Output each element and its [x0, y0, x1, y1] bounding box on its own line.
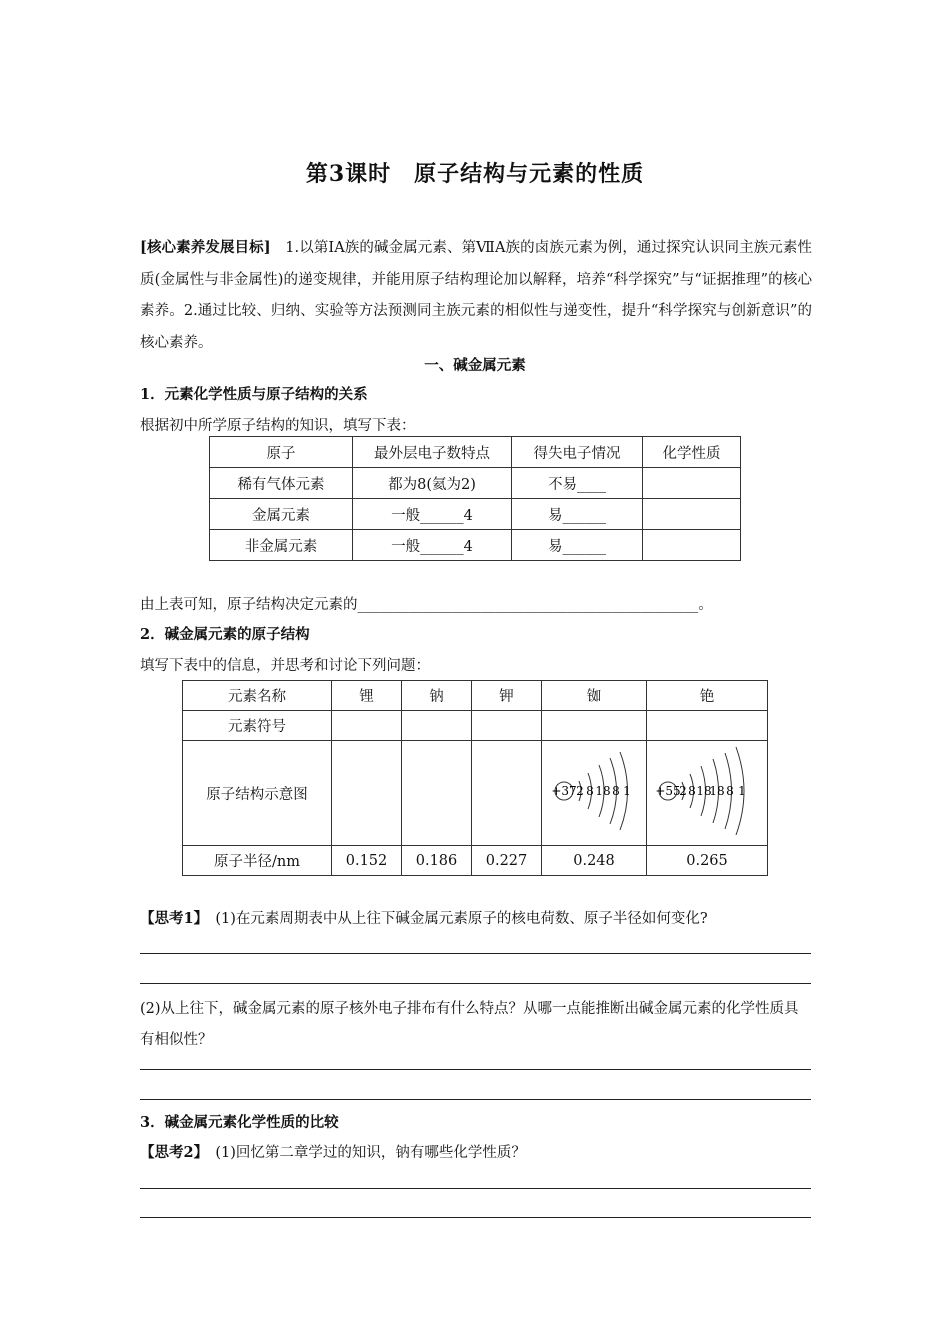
- rb-shell-count: 18: [595, 784, 611, 798]
- answer-line: [140, 1217, 811, 1218]
- conclusion-fill-in: 由上表可知，原子结构决定元素的_______________________________________________。: [140, 597, 713, 613]
- rb-shell-count: 2: [576, 784, 584, 798]
- core-goal-text: 1.以第ⅠA族的碱金属元素、第ⅦA族的卤族元素为例，通过探究认识同主族元素性质(金属性与非金属性)的递变规律，并能用原子结构理论加以解释，培养“科学探究”与“证据推理”的核心素养。2.通过比较、归纳、实验等方法预测同主族元素的相似性与递变性，提升“科学探究与创新意识”的核心素养。: [140, 240, 812, 351]
- cs-shell-count: 8: [688, 784, 696, 798]
- section-heading-alkali-metals: 一、碱金属元素: [424, 357, 526, 374]
- row-label: 原子半径/nm: [183, 846, 332, 876]
- think2-q1-text: (1)回忆第二章学过的知识，钠有哪些化学性质？: [200, 1145, 526, 1161]
- table-cell: [332, 711, 402, 741]
- table-cell: [472, 741, 542, 846]
- rb-atom-diagram: [544, 741, 644, 841]
- cs-nucleus-label: +55: [655, 784, 681, 798]
- table-row: [183, 846, 768, 876]
- element-name: 钾: [472, 681, 542, 711]
- table1-intro: 根据初中所学原子结构的知识，填写下表：: [140, 418, 416, 434]
- table1-header: 最外层电子数特点: [353, 437, 512, 468]
- table-row: [210, 437, 741, 468]
- core-goal-label: [核心素养发展目标]: [140, 239, 271, 256]
- subheading-alkali-structure: 2．碱金属元素的原子结构: [140, 626, 310, 643]
- table-cell: 都为8(氦为2): [353, 468, 512, 499]
- think1-question1: [140, 907, 812, 928]
- rb-nucleus-label: +37: [551, 784, 577, 798]
- element-name: 钠: [402, 681, 472, 711]
- table2-intro: 填写下表中的信息，并思考和讨论下列问题：: [140, 658, 430, 674]
- atom-properties-table: [209, 436, 741, 561]
- table-row: [210, 530, 741, 561]
- think2-question1: [140, 1141, 812, 1162]
- table1-header: 化学性质: [643, 437, 741, 468]
- table-cell: [643, 468, 741, 499]
- cs-shell-count: 2: [679, 784, 687, 798]
- page-title: 第3课时 原子结构与元素的性质: [305, 161, 645, 187]
- element-name: 铯: [647, 681, 768, 711]
- table-cell: 非金属元素: [210, 530, 353, 561]
- radius-value: 0.248: [542, 846, 647, 876]
- table-row: [183, 711, 768, 741]
- think1-question2: (2)从上往下，碱金属元素的原子核外电子排布有什么特点？从哪一点能推断出碱金属元素的化学性质具有相似性？: [140, 1001, 799, 1048]
- cs-shell-count: 18: [696, 784, 712, 798]
- subheading-structure-property: 1．元素化学性质与原子结构的关系: [140, 386, 368, 403]
- table-cell: [647, 711, 768, 741]
- answer-line: [140, 1099, 811, 1100]
- subheading-chemical-comparison: 3．碱金属元素化学性质的比较: [140, 1114, 339, 1131]
- radius-value: 0.227: [472, 846, 542, 876]
- rb-diagram-cell: [542, 741, 647, 846]
- element-name: 锂: [332, 681, 402, 711]
- think1-q1-text: (1)在元素周期表中从上往下碱金属元素原子的核电荷数、原子半径如何变化?: [200, 911, 708, 927]
- cs-shell-count: 18: [709, 784, 725, 798]
- answer-line: [140, 1069, 811, 1070]
- table1-header: 原子: [210, 437, 353, 468]
- table-row: [210, 468, 741, 499]
- row-label: 元素符号: [183, 711, 332, 741]
- table-cell: 稀有气体元素: [210, 468, 353, 499]
- rb-shell-count: 8: [612, 784, 620, 798]
- table-cell: [472, 711, 542, 741]
- table2-header: 元素名称: [183, 681, 332, 711]
- table-row: [183, 741, 768, 846]
- cs-shell-count: 8: [726, 784, 734, 798]
- table-cell: [643, 530, 741, 561]
- table-cell: [402, 741, 472, 846]
- table-cell: 易______: [512, 499, 643, 530]
- radius-value: 0.265: [647, 846, 768, 876]
- answer-line: [140, 983, 811, 984]
- table-cell: 易______: [512, 530, 643, 561]
- think2-label: 【思考2】: [140, 1144, 201, 1161]
- row-label: 原子结构示意图: [183, 741, 332, 846]
- element-name: 铷: [542, 681, 647, 711]
- cs-diagram-cell: [647, 741, 768, 846]
- radius-value: 0.186: [402, 846, 472, 876]
- table-cell: 一般______4: [353, 499, 512, 530]
- rb-shell-count: 8: [586, 784, 594, 798]
- think1-label: 【思考1】: [140, 910, 201, 927]
- radius-value: 0.152: [332, 846, 402, 876]
- table-cell: 一般______4: [353, 530, 512, 561]
- table-cell: [332, 741, 402, 846]
- table1-header: 得失电子情况: [512, 437, 643, 468]
- alkali-structure-table: [182, 680, 768, 876]
- core-goal-paragraph: [140, 232, 812, 359]
- answer-line: [140, 953, 811, 954]
- table-cell: [402, 711, 472, 741]
- table-cell: 不易____: [512, 468, 643, 499]
- table-row: [210, 499, 741, 530]
- table-cell: [542, 711, 647, 741]
- rb-shell-count: 1: [623, 784, 631, 798]
- cs-atom-diagram: [652, 741, 762, 841]
- table-cell: 金属元素: [210, 499, 353, 530]
- cs-shell-count: 1: [738, 784, 746, 798]
- table-row: [183, 681, 768, 711]
- table-cell: [643, 499, 741, 530]
- answer-line: [140, 1188, 811, 1189]
